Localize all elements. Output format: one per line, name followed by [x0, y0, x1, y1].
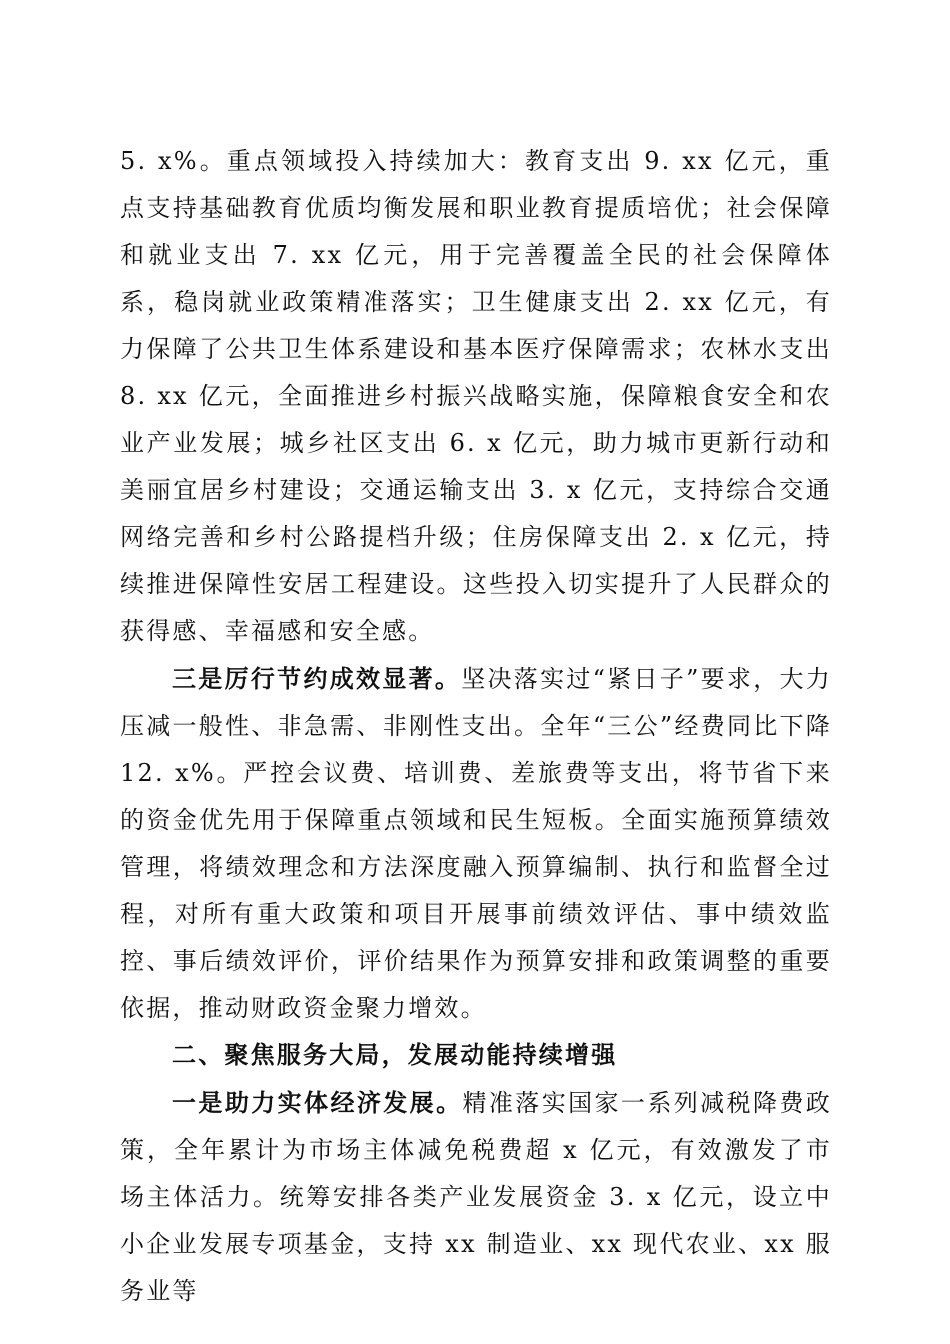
paragraph-real-economy-lead: 一是助力实体经济发展。 — [172, 1088, 463, 1117]
paragraph-austerity-body: 坚决落实过“紧日子”要求，大力压减一般性、非急需、非刚性支出。全年“三公”经费同比下降 12. x%。严控会议费、培训费、差旅费等支出，将节省下来的资金优先用于保障重点领域和民生短板。全面实施预算绩效管理，将绩效理念和方法深度融入预算编制、执行和监督全过程，对所有重大政策和项目开展事前绩效评估、事中绩效监控、事后绩效评价，评价结果作为预算安排和政策调整的重要依据，推动财政资金聚力增效。 — [120, 665, 833, 1022]
paragraph-austerity — [120, 655, 832, 1032]
paragraph-real-economy-body: 精准落实国家一系列减税降费政策，全年累计为市场主体减免税费超 x 亿元，有效激发了市场主体活力。统筹安排各类产业发展资金 3. x 亿元，设立中小企业发展专项基金，支持 xx 制造业、xx 现代农业、xx 服务业等 — [120, 1089, 832, 1305]
document-body — [120, 138, 832, 1315]
section-heading: 二、聚焦服务大局，发展动能持续增强 — [172, 1041, 618, 1069]
paragraph-austerity-lead: 三是厉行节约成效显著。 — [172, 664, 462, 693]
paragraph-real-economy — [120, 1079, 832, 1315]
paragraph-spending-priorities: 5. x%。重点领域投入持续加大：教育支出 9. xx 亿元，重点支持基础教育优质均衡发展和职业教育提质培优；社会保障和就业支出 7. xx 亿元，用于完善覆盖全民的社会保障体系，稳岗就业政策精准落实；卫生健康支出 2. xx 亿元，有力保障了公共卫生体系建设和基本医疗保障需求；农林水支出 8. xx 亿元，全面推进乡村振兴战略实施，保障粮食安全和农业产业发展；城乡社区支出 6. x 亿元，助力城市更新行动和美丽宜居乡村建设；交通运输支出 3. x 亿元，支持综合交通网络完善和乡村公路提档升级；住房保障支出 2. x 亿元，持续推进保障性安居工程建设。这些投入切实提升了人民群众的获得感、幸福感和安全感。 — [120, 147, 832, 645]
